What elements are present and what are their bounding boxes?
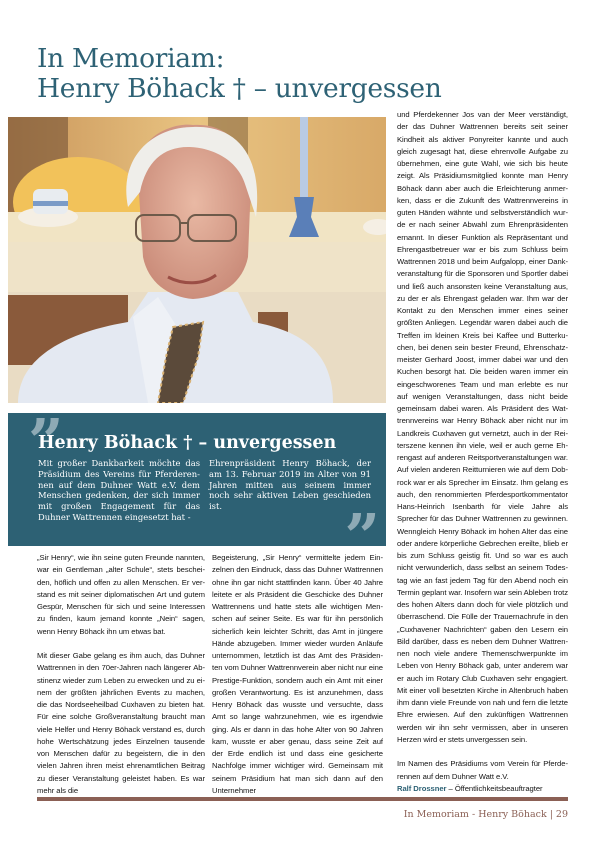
- footer-divider: [37, 797, 568, 801]
- pull-quote-box: [8, 405, 386, 573]
- pull-quote-text-right: Ehrenpräsident Henry Böhack, der am 13. Februar 2019 im Alter von 91 Jahren mitten aus seinem immer noch sehr aktiven Leben geschieden ist.: [209, 458, 371, 512]
- article-column-middle: [212, 552, 383, 797]
- open-quote-icon: ”: [28, 405, 58, 478]
- signature: [397, 758, 568, 795]
- title-line-2: Henry Böhack † – unvergessen: [37, 73, 442, 104]
- signature-name: Ralf Drossner: [397, 783, 447, 793]
- article-paragraph: „Sir Henry“, wie ihn seine guten Freunde nannten, war ein Gentleman „alter Schule“, stets bescheiden, höflich und offen zu allen Menschen. Er verstand es mit seiner diplomatischen Art und gutem Gespür, Menschen für sich und seine Interessen zu finden, kaum jemand konnte „Nein“ sagen, wenn Henry Böhack ihn um etwas bat.: [37, 553, 205, 636]
- pull-quote-columns: [38, 458, 371, 523]
- pull-quote-heading: Henry Böhack † – unvergessen: [38, 433, 337, 453]
- page-number: 29: [555, 809, 568, 820]
- page-title: [37, 44, 577, 104]
- title-line-1: In Memoriam:: [37, 43, 225, 74]
- signature-line: Im Namen des Präsidiums vom Verein für Pferderennen auf dem Duhner Watt e.V.: [397, 759, 568, 781]
- footer-section-title: In Memoriam - Henry Böhack: [403, 809, 547, 820]
- article-paragraph: und Pferdekenner Jos van der Meer verständigt, der das Duhner Wattrennen bereits seit seiner Kindheit als aktiver Ponyreiter kannte und auch gleich zugesagt hat, diese ehrenvolle Aufgabe zu übernehmen, eine gute Wahl, wie sich bis heute zeigt. Als Präsidiumsmitglied konnte man Henry Böhack dann aber auch die Erleichterung anmerken, dass er die Zukunft des Wattrennvereins in guten Händen wähnte und selbstverständlich wurde er nach seiner Abwahl zum Ehrenpräsidenten ernannt. In dieser Funktion als Repräsentant und Ehrengastbetreuer war er bis zum Schluss beim Wattrennen 2018 und beim Aufgalopp, einer Dankveranstaltung für die Sponsoren und Sportler dabei und ließ auch ansonsten keine Veranstaltung aus, zu der er als Ehrengast geladen war. Ihm war der Kontakt zu den Menschen immer eines seiner größten Anliegen. Legendär waren dabei auch die Treffen im kleinen Kreis bei Kaffee und Butterkuchen, bei denen sein bester Freund, Ehrenschatzmeister Gerhard Joost, immer dabei war und den Kuchen besorgt hat. Die beiden waren immer ein eingeschworenes Team und man erlebte es nur auf wenigen Veranstaltungen, dass nicht beide gemeinsam dabei waren. Als Präsident des Wattrennvereins war Henry Böhack aber nicht nur im Landkreis Cuxhaven gut vernetzt, auch in der Reiterszene kennen ihn viele, weil er auch gerne Ehrengast auf anderen Reitsportveranstaltungen war. Auf vielen anderen Reitturnieren wie auf dem Dobrock war er als Sprecher im Einsatz. Ihm gelang es auch, den renommierten Pferdesportkommentator Hans-Heinrich Isenbarth für viele Jahre als Sprecher für das Duhner Wattrennen zu gewinnen. Wenngleich Henry Böhack im hohen Alter das eine oder andere körperliche Gebrechen ereilte, blieb er bis zum Schluss geistig fit. Und so war es auch nicht verwunderlich, dass selbst an seinem Todestag wie an fast jedem Tag für den Abend noch ein Termin geplant war. Insofern war sein Ableben trotz des hohen Alters dann doch für viele plötzlich und überraschend. Die Fülle der Trauernachrufe in den „Cuxhavener Nachrichten“ gaben den Lesern ein Bild darüber, dass es neben dem Duhner Wattrennen noch viele andere Themenschwerpunkte im Leben von Henry Böhack gab, unter anderem war er auch im Rotary Club Cuxhaven sehr engagiert. Mit einer voll besetzten Kirche in Altenbruch haben ihm dann viele Freunde von nah und fern die letzte Ehre erwiesen. Auf den zukünftigen Wattrennen werden wir ihn sehr vermissen, aber in unseren Herzen wird er stets unvergessen sein.: [397, 110, 568, 744]
- portrait-photo-image: [8, 117, 386, 403]
- close-quote-icon: ”: [344, 500, 374, 573]
- article-column-left: [37, 552, 205, 797]
- pull-quote-text-left: Mit großer Dankbarkeit möchte das Präsidium des Vereins für Pferderennen auf dem Duhner Watt e.V. dem Menschen gedenken, der sich immer mit großen Engagement für das Duhner Wattrennen eingesetzt hat -: [38, 458, 200, 522]
- article-column-right: [397, 109, 568, 795]
- portrait-photo: [8, 117, 386, 403]
- article-paragraph: Begeisterung, „Sir Henry“ vermittelte jedem Einzelnen den Eindruck, dass das Duhner Wattrennen ohne ihn gar nicht stattfinden kann. Über 40 Jahre leitete er als Präsident die Geschicke des Duhner Wattrennens und hatte stets alle wichtigen Menschen auf seiner Seite. Es war für ihn persönlich sicherlich kein leichter Schritt, das Amt in jüngere Hände abzugeben. Immer wieder wurden Anläufe unternommen, letztlich ist das Amt des Präsidenten vom Duhner Wattrennverein aber nicht nur eine Prestige-Funktion, sondern auch ein Amt mit einer großen Verantwortung. Es ist anzunehmen, dass Henry Böhack das wusste und versuchte, dass Amt so lange wahrzunehmen, wie es irgendwie ging. Als er dann in das hohe Alter von 90 Jahren kam, wusste er aber genau, dass seine Zeit auf der Erde endlich ist und dass eine gesicherte Nachfolge immer wichtiger wird. Gemeinsam mit seinem Präsidium hat man sich dann auf den Unternehmer: [212, 553, 383, 795]
- footer-separator: |: [549, 809, 553, 820]
- page-footer: [404, 809, 568, 820]
- article-paragraph: Mit dieser Gabe gelang es ihm auch, das Duhner Wattrennen in den 70er-Jahren nach längerer Abstinenz wieder zum Leben zu erwecken und zu einem der größten jährlichen Events zu machen, die das Nordseeheilbad Cuxhaven zu bieten hat. Für eine solche Großveranstaltung braucht man viele Helfer und Henry Böhack verstand es, durch hohe Wertschätzung jedes Einzelnen tausende von Menschen dafür zu begeistern, die in den vielen Jahren ihren meist ehrenamtlichen Beitrag zu dieser Veranstaltung geleistet haben. Es war mehr als die: [37, 651, 205, 795]
- signature-role: – Öffentlichkeitsbeauftragter: [446, 783, 543, 793]
